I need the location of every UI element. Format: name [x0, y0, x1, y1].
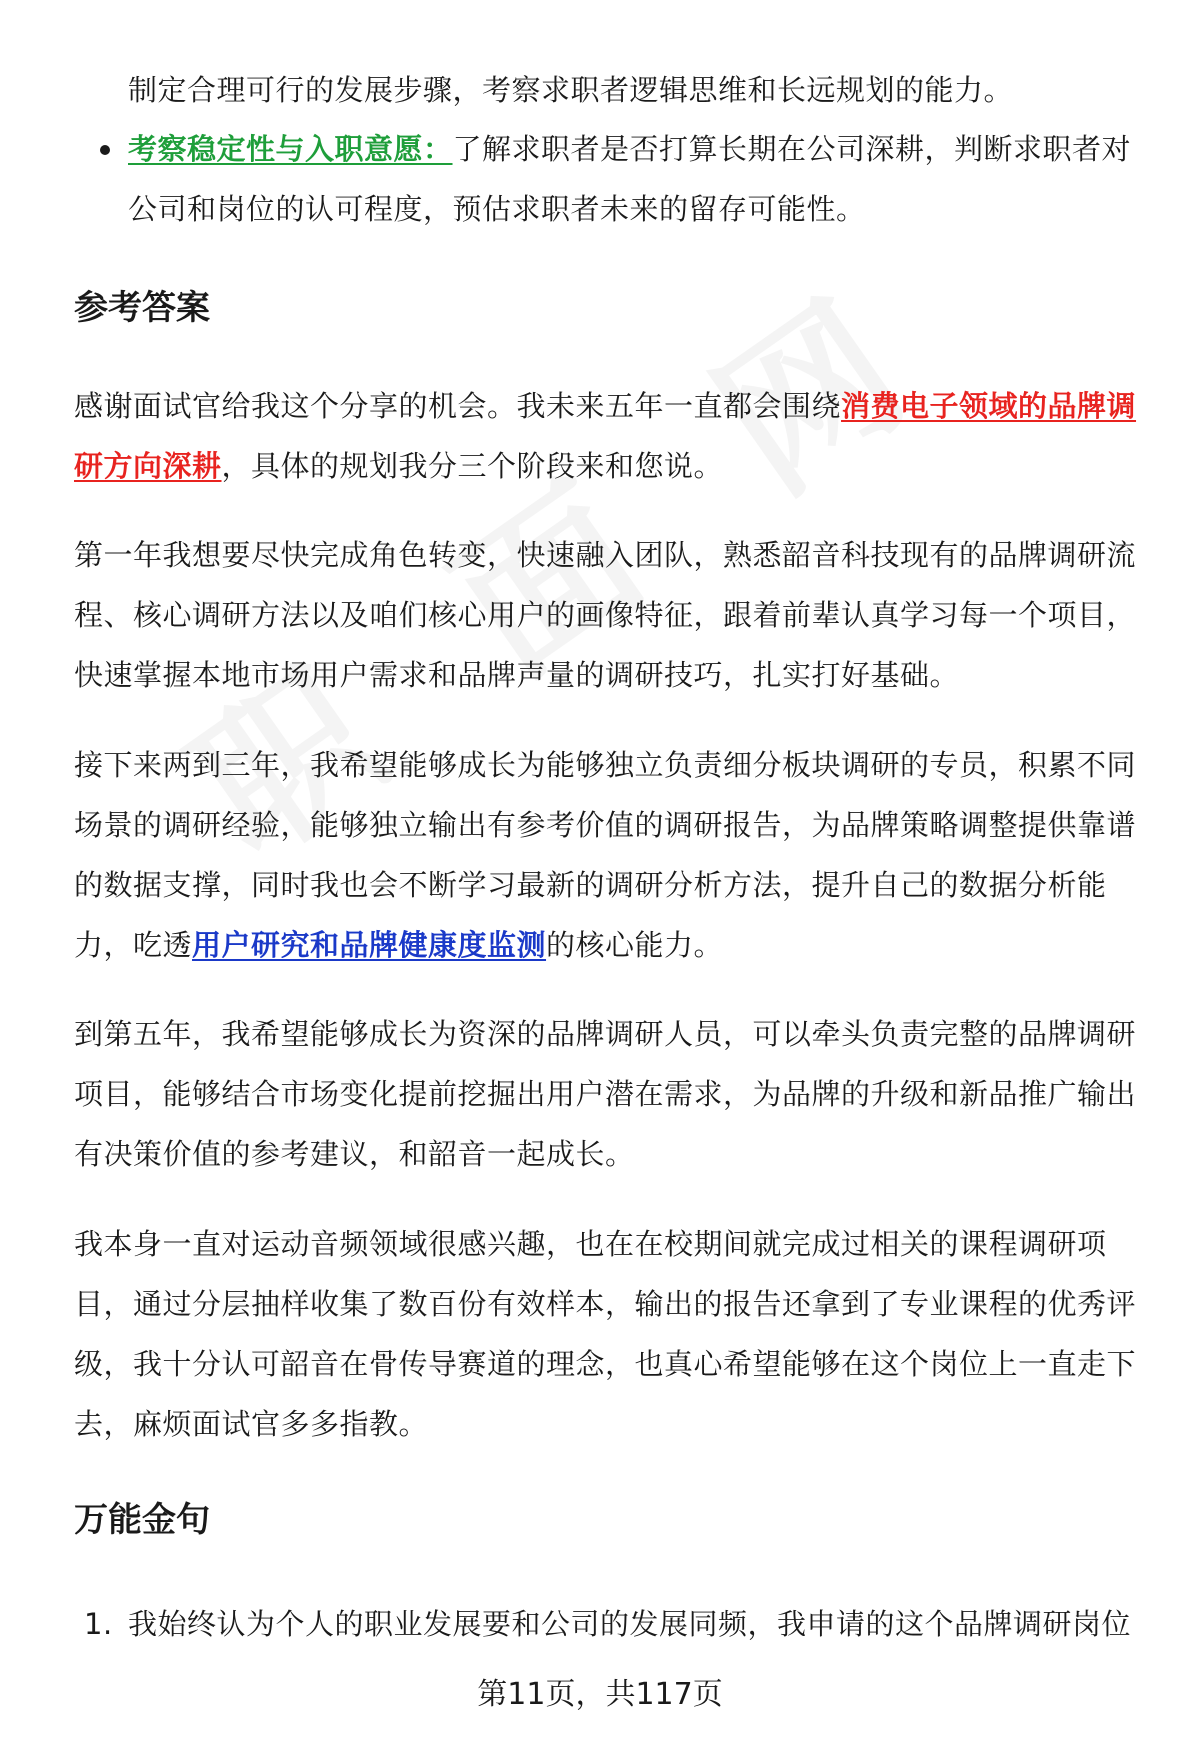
golden-item-number: 1. [84, 1607, 113, 1641]
golden-item-text: 我始终认为个人的职业发展要和公司的发展同频，我申请的这个品牌调研岗位 [128, 1607, 1132, 1641]
p1-before: 感谢面试官给我这个分享的机会。我未来五年一直都会围绕 [74, 389, 842, 423]
p3-after: 的核心能力。 [546, 928, 724, 962]
page-number: 第11页，共117页 [477, 1677, 723, 1712]
answer-paragraph-5: 我本身一直对运动音频领域很感兴趣，也在在校期间就完成过相关的课程调研项目，通过分层抽样收集了数百份有效样本，输出的报告还拿到了专业课程的优秀评级，我十分认可韶音在骨传导赛道的理念，也真心希望能够在这个岗位上一直走下去，麻烦面试官多多指教。 [74, 1227, 1137, 1441]
bullet-continuation: 制定合理可行的发展步骤，考察求职者逻辑思维和长远规划的能力。 [128, 73, 1014, 107]
p3-highlight: 用户研究和品牌健康度监测 [192, 928, 547, 962]
answer-paragraph-3 [74, 735, 1144, 975]
answer-paragraph-4: 到第五年，我希望能够成长为资深的品牌调研人员，可以牵头负责完整的品牌调研项目，能够结合市场变化提前挖掘出用户潜在需求，为品牌的升级和新品推广输出有决策价值的参考建议，和韶音一起成长。 [74, 1017, 1137, 1171]
p3-before: 接下来两到三年，我希望能够成长为能够独立负责细分板块调研的专员，积累不同场景的调研经验，能够独立输出有参考价值的调研报告，为品牌策略调整提供靠谱的数据支撑，同时我也会不断学习最新的调研分析方法，提升自己的数据分析能力，吃透 [74, 748, 1137, 962]
golden-heading: 万能金句 [74, 1500, 210, 1540]
answer-heading: 参考答案 [74, 288, 210, 328]
bullet-text: 了解求职者是否打算长期在公司深耕，判断求职者对公司和岗位的认可程度，预估求职者未来的留存可能性。 [128, 132, 1132, 226]
bullet-highlight: 考察稳定性与入职意愿： [128, 132, 453, 166]
answer-paragraph-1 [74, 376, 1144, 496]
p1-after: ，具体的规划我分三个阶段来和您说。 [221, 449, 724, 483]
p1-highlight: 消费电子领域的品牌调研方向深耕 [74, 389, 1137, 483]
golden-item-1 [84, 1594, 1144, 1654]
bullet-item-stability [128, 119, 1144, 239]
bullet-dot [100, 145, 110, 155]
answer-paragraph-2: 第一年我想要尽快完成角色转变，快速融入团队，熟悉韶音科技现有的品牌调研流程、核心调研方法以及咱们核心用户的画像特征，跟着前辈认真学习每一个项目，快速掌握本地市场用户需求和品牌声量的调研技巧，扎实打好基础。 [74, 538, 1137, 692]
